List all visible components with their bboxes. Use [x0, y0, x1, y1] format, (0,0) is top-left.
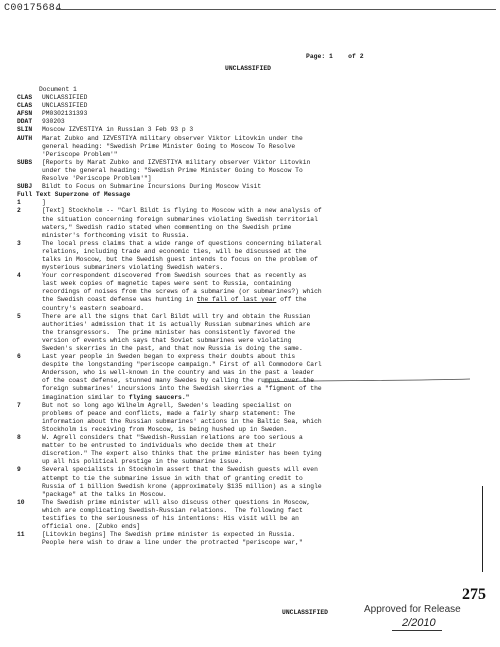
- field-tag: SLIN: [17, 126, 33, 134]
- paragraph-row: [17, 402, 493, 434]
- paragraph-row: [17, 531, 493, 547]
- field-tag: CLAS: [17, 102, 33, 110]
- field-tag: AFSN: [17, 110, 33, 118]
- paragraph-tag: 2: [17, 207, 21, 215]
- document-label: Document 1: [39, 86, 77, 93]
- paragraph-row: [17, 272, 493, 312]
- paragraph-text: Last year people in Sweden began to express their doubts about this despite the longstanding "periscope campaign." First of all Commodore Carl Andersson, who is well-known in the country and was in the past a leader of the coast defense, stunned many Swedes by calling the rumpus over the foreign submarines' incursions into the Swedish skerries a "figment of the imagination similar to flying saucers.": [42, 353, 322, 401]
- field-text: PM0302131393: [42, 110, 88, 118]
- field-row: [17, 94, 493, 102]
- paragraph-text: [Text] Stockholm -- "Carl Bildt is flying to Moscow with a new analysis of the situation concerning foreign submarines violating Swedish territorial waters," Swedish radio stated when commenting on the Swedish prime minister's forthcoming visit to Russia.: [42, 207, 322, 239]
- paragraph-row: [17, 466, 493, 498]
- paragraph-text: [Litovkin begins] The Swedish prime minister is expected in Russia. People here wish to draw a line under the protracted "periscope war,": [42, 531, 303, 547]
- field-text: UNCLASSIFIED: [42, 102, 88, 110]
- field-tag: SUBJ: [17, 183, 33, 191]
- release-date-underline: [392, 630, 442, 631]
- field-row: [17, 159, 493, 183]
- document-id: C00175684: [4, 3, 62, 14]
- paragraph-tag: 5: [17, 312, 21, 320]
- field-tag: SUBS: [17, 158, 33, 166]
- field-tag: DDAT: [17, 118, 33, 126]
- paragraph-row: [17, 240, 493, 272]
- classification-header: UNCLASSIFIED: [225, 65, 272, 72]
- field-text: UNCLASSIFIED: [42, 94, 88, 102]
- paragraph-row: [17, 313, 493, 353]
- release-date: 2/2010: [402, 617, 436, 629]
- field-row: [17, 102, 493, 110]
- field-list: [17, 94, 493, 191]
- field-text: 930203: [42, 118, 65, 126]
- paragraph-tag: 10: [17, 498, 25, 506]
- field-tag: AUTH: [17, 134, 33, 142]
- paragraph-tag: 4: [17, 272, 21, 280]
- field-row: [17, 126, 493, 134]
- field-row: [17, 118, 493, 126]
- release-stamp: Approved for Release: [364, 604, 461, 615]
- paragraph-text: The local press claims that a wide range of questions concerning bilateral relations, including trade and economic ties, will be discussed at the talks in Moscow, but the Swedish guest intends to focus on the problem of mysterious submariners violating Swedish waters.: [42, 239, 322, 272]
- paragraph-text: But not so long ago Wilhelm Agrell, Sweden's leading specialist on problems of peace and conflicts, made a fairly sharp statement: The information about the Russian submarines' actions in the Baltic Sea, which Stockholm is receiving from Moscow, is being hushed up in Sweden.: [42, 401, 322, 433]
- page-number: Page: 1 of 2: [306, 53, 364, 60]
- paragraph-tag: 3: [17, 239, 21, 247]
- top-rule: [56, 9, 496, 10]
- message-body: [17, 86, 493, 547]
- field-tag: CLAS: [17, 94, 33, 102]
- paragraph-text: W. Agrell considers that "Swedish-Russian relations are too serious a matter to be entrusted to individuals who decide them at their discretion." The expert also thinks that the prime minister has been tying up all his political prestige in the submarine issue.: [42, 434, 322, 466]
- field-row: [17, 110, 493, 118]
- paragraph-row: [17, 434, 493, 466]
- paragraph-tag: 7: [17, 401, 21, 409]
- paragraph-tag: 1: [17, 199, 21, 207]
- paragraph-row: [17, 207, 493, 239]
- paragraph-tag: 6: [17, 353, 21, 361]
- pen-underline-mark: [262, 377, 472, 385]
- field-text: [Reports by Marat Zubko and IZVESTIYA military observer Viktor Litovkin under the general heading: "Swedish Prime Minister Going to Moscow To Resolve 'Periscope Problem'"]: [42, 158, 311, 183]
- full-text-label: Full Text Superzone of Message: [17, 191, 131, 199]
- paragraph-list: [17, 199, 493, 547]
- paragraph-text: Several specialists in Stockholm assert that the Swedish guests will even attempt to tie the submarine issue in with that of granting credit to Russia of 1 billion Swedish krone (approximately $135 million) as a single "package" at the talks in Moscow.: [42, 466, 322, 498]
- paragraph-tag: 9: [17, 466, 21, 474]
- field-row: [17, 183, 493, 191]
- paragraph-text: ]: [42, 199, 46, 207]
- underlined-phrase: the fall of last year: [196, 296, 277, 304]
- paragraph-row: [17, 199, 493, 207]
- field-row: [17, 135, 493, 159]
- classification-footer: UNCLASSIFIED: [282, 609, 329, 616]
- field-text: Moscow IZVESTIYA in Russian 3 Feb 93 p 3: [42, 126, 194, 134]
- paragraph-tag: 8: [17, 434, 21, 442]
- paragraph-tag: 11: [17, 531, 25, 539]
- handwritten-page-number: 275: [462, 586, 486, 603]
- paragraph-text: The Swedish prime minister will also discuss other questions in Moscow, which are complicating Swedish-Russian relations. The following fact testifies to the seriousness of his intentions: His visit will be an official one. [Zubko ends]: [42, 498, 311, 531]
- field-text: Bildt to Focus on Submarine Incursions During Moscow Visit: [42, 183, 262, 191]
- bold-phrase: flying saucers.": [128, 393, 190, 401]
- field-text: Marat Zubko and IZVESTIYA military observer Viktor Litovkin under the general heading: "Swedish Prime Minister Going to Moscow To Resolve 'Periscope Problem'": [42, 134, 303, 158]
- paragraph-text: Your correspondent discovered from Swedish sources that as recently as last week copies of magnetic tapes were sent to Russia, containing recordings of noises from the screws of a submarine (or submarines?) which the Swedish coast defense was hunting in the fall of last year off the country's eastern seaboard.: [42, 272, 322, 312]
- paragraph-row: [17, 499, 493, 531]
- margin-mark: [482, 486, 483, 572]
- paragraph-text: There are all the signs that Carl Bildt will try and obtain the Russian authorities' admission that it is actually Russian submarines which are the transgressors. The prime minister has consistently favored the version of events which says that Soviet submarines were violating Sweden's skerries in the past, and that now Russia is doing the same.: [42, 312, 311, 352]
